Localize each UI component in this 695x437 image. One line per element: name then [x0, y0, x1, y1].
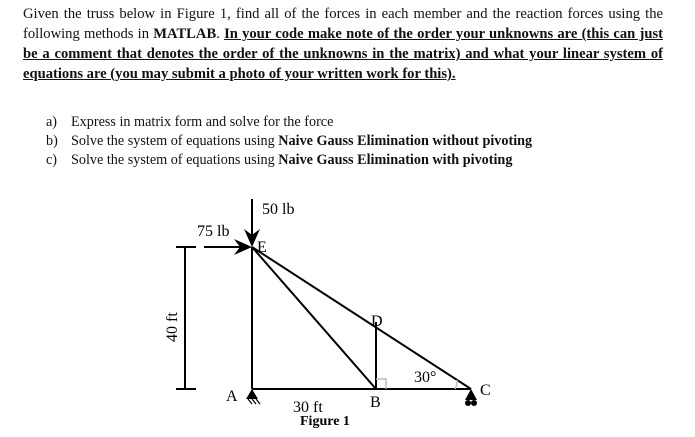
requirement-text: In your code make note of the order your unknowns are (this can just be a comment that denotes the order of the unknowns in the matrix) and what your linear system of equations are (you may submit a photo of your written work for this).	[23, 26, 663, 82]
intro-punct: .	[216, 26, 225, 42]
member-ec	[252, 247, 471, 389]
task-text: Express in matrix form and solve for the force	[71, 114, 334, 130]
angle-arc	[455, 380, 457, 389]
right-angle-marker	[376, 379, 386, 389]
task-marker: a)	[46, 114, 58, 130]
task-marker: b)	[46, 133, 58, 149]
task-bold: Naive Gauss Elimination with pivoting	[278, 152, 513, 168]
task-bold: Naive Gauss Elimination without pivoting	[278, 133, 533, 149]
figure-caption: Figure 1	[300, 414, 350, 429]
height-dimension-label: 40 ft	[164, 312, 181, 342]
node-d-label: D	[371, 313, 383, 330]
task-marker: c)	[46, 152, 58, 168]
node-e-label: E	[257, 239, 267, 256]
member-eb	[252, 247, 376, 389]
matlab-label: MATLAB	[153, 26, 217, 42]
node-b-label: B	[370, 394, 381, 411]
width-dimension-label: 30 ft	[293, 399, 323, 416]
node-a-label: A	[226, 388, 238, 405]
angle-label: 30°	[414, 369, 437, 386]
node-c-label: C	[480, 382, 491, 399]
task-text: Solve the system of equations using	[71, 133, 279, 149]
roller-support-icon	[465, 389, 477, 406]
pin-support-icon	[246, 389, 260, 404]
task-text: Solve the system of equations using	[71, 152, 279, 168]
truss-members	[252, 247, 471, 389]
intro-text: Given the truss below in Figure 1, find all of the forces in each member and the reaction forces using the following methods in	[23, 6, 663, 42]
vertical-load-label: 50 lb	[262, 201, 295, 218]
horizontal-load-label: 75 lb	[197, 223, 230, 240]
